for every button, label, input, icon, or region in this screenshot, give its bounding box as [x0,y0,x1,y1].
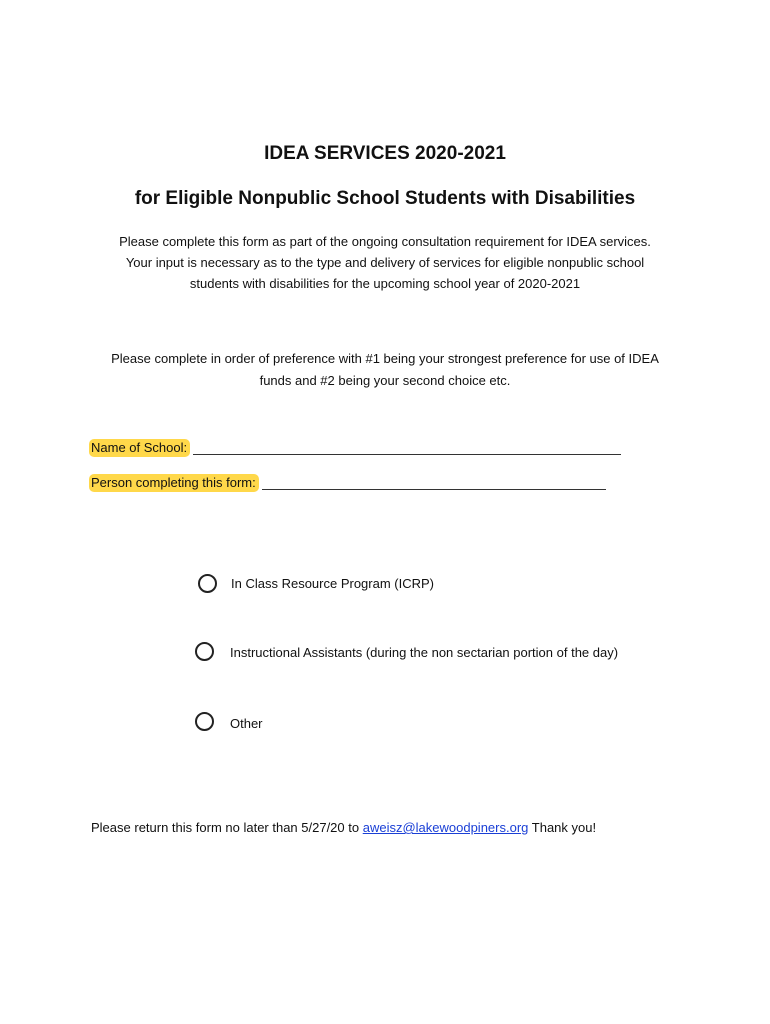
option-other-radio[interactable] [195,712,214,731]
option-other-label: Other [230,716,263,731]
return-instructions [91,820,596,835]
footer-thanks: Thank you! [528,820,597,835]
option-instructional-assistants-radio[interactable] [195,642,214,661]
person-completing-label: Person completing this form: [89,474,259,492]
intro-paragraph [0,231,770,294]
form-subtitle: for Eligible Nonpublic School Students with Disabilities [134,188,636,209]
preference-line: funds and #2 being your second choice etc. [259,373,511,388]
form-title: IDEA SERVICES 2020-2021 [264,143,506,164]
option-instructional-assistants-label: Instructional Assistants (during the non sectarian portion of the day) [230,645,619,660]
intro-line: Please complete this form as part of the ongoing consultation requirement for IDEA services. [119,234,651,249]
intro-line: Your input is necessary as to the type and delivery of services for eligible nonpublic school [125,255,645,270]
option-icrp-label: In Class Resource Program (ICRP) [231,576,434,591]
person-completing-field [89,474,606,490]
intro-line: students with disabilities for the upcoming school year of 2020-2021 [189,276,581,291]
preference-instructions [0,348,770,392]
email-link[interactable]: aweisz@lakewoodpiners.org [362,820,529,835]
option-icrp-radio[interactable] [198,574,217,593]
school-name-field [89,439,621,455]
footer-text: Please return this form no later than 5/27/20 to [91,820,363,835]
school-name-label: Name of School: [89,439,190,457]
school-name-input[interactable] [193,439,621,455]
person-completing-input[interactable] [262,474,606,490]
preference-line: Please complete in order of preference with #1 being your strongest preference for use of IDEA [111,351,659,366]
